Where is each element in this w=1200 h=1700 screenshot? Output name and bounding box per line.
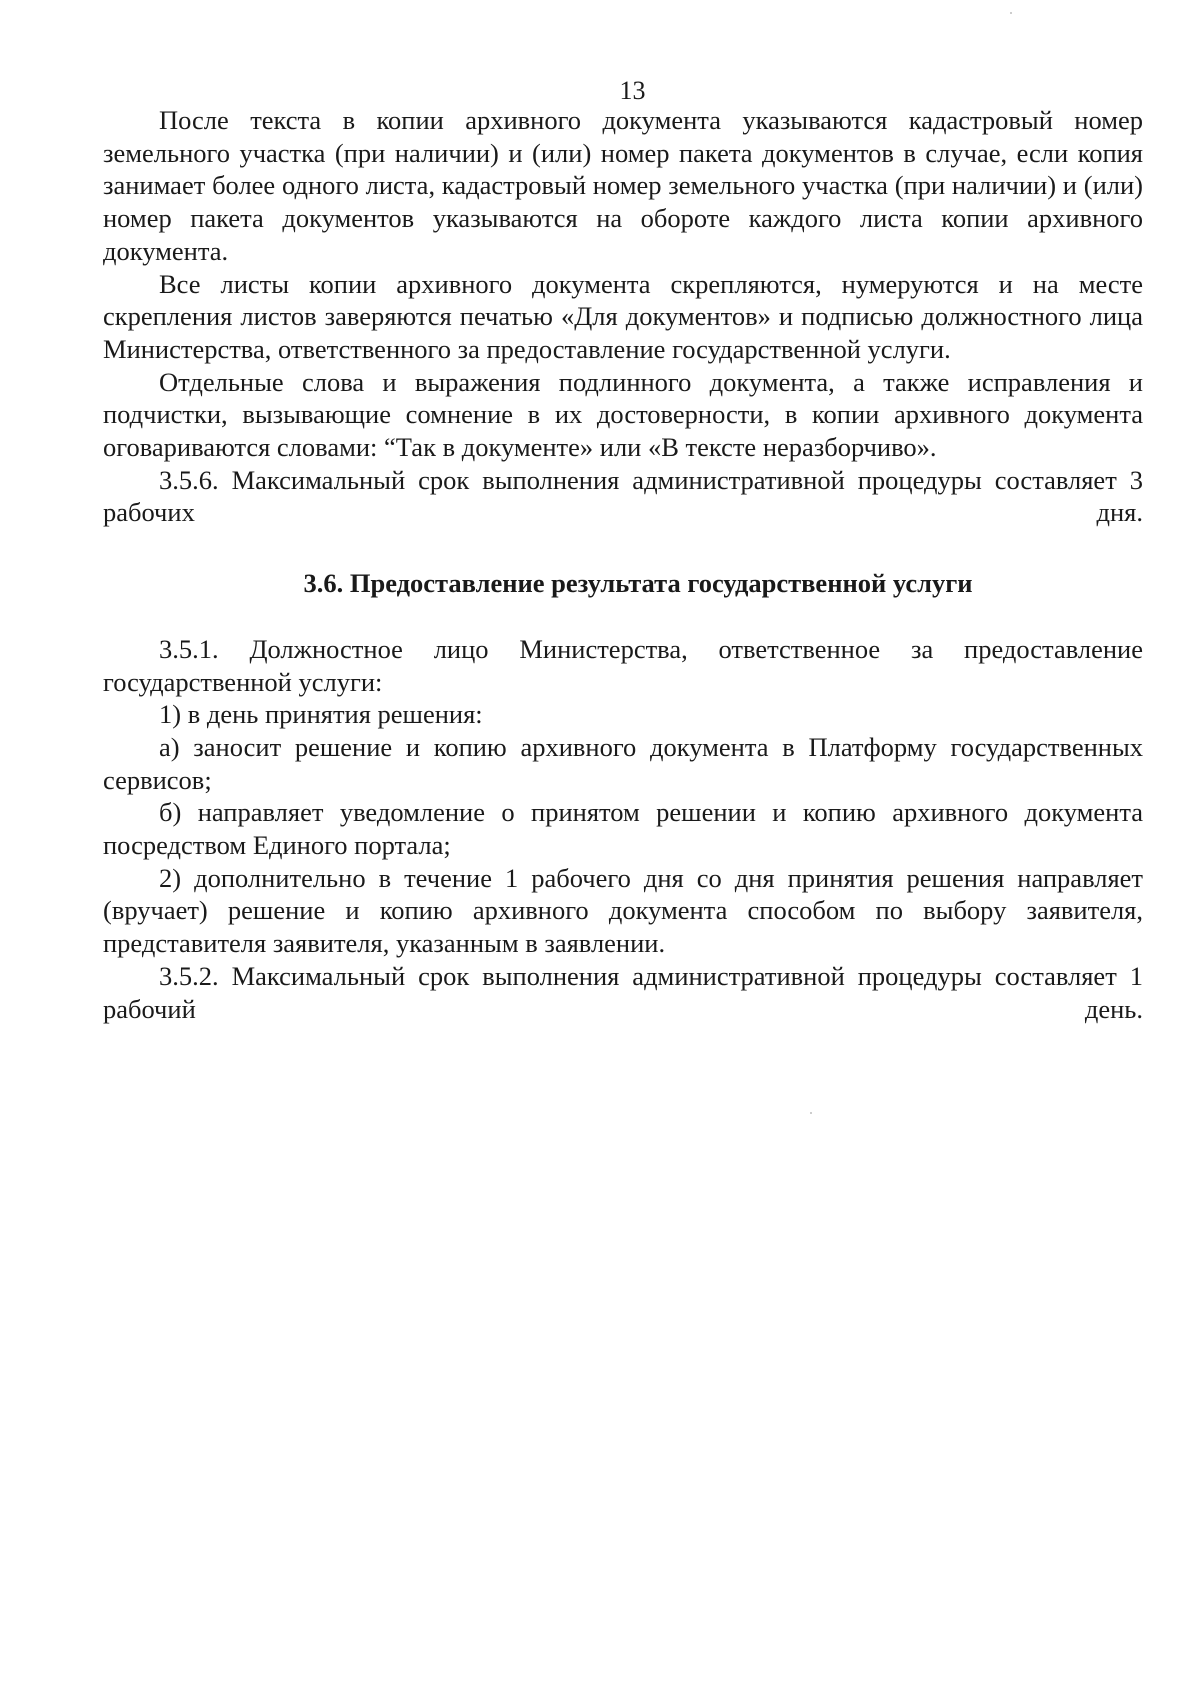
list-item-a: а) заносит решение и копию архивного документа в Платформу государственных сервисов;	[103, 731, 1143, 795]
paragraph-corrections-note: Отдельные слова и выражения подлинного документа, а также исправления и подчистки, вызывающие сомнение в их достоверности, в копии архивного документа оговариваются словами: “Так в документе» или «В тексте неразборчиво».	[103, 366, 1143, 463]
list-item-2: 2) дополнительно в течение 1 рабочего дня со дня принятия решения направляет (вручает) решение и копию архивного документа способом по выбору заявителя, представителя заявителя, указанным в заявлении.	[103, 862, 1143, 959]
list-item-b: б) направляет уведомление о принятом решении и копию архивного документа посредством Единого портала;	[103, 797, 1143, 861]
paragraph-deadline-3-5-6: 3.5.6. Максимальный срок выполнения административной процедуры составляет 3 рабочих дня.	[103, 464, 1143, 528]
paragraph-copy-requisites: После текста в копии архивного документа указываются кадастровый номер земельного участка (при наличии) и (или) номер пакета документов в случае, если копия занимает более одного листа, кадастровый номер земельного участка (при наличии) и (или) номер пакета документов указываются на обороте каждого листа копии архивного документа.	[103, 105, 1143, 266]
document-body	[103, 104, 1143, 1025]
scan-speck	[1010, 12, 1012, 14]
paragraph-sheet-certification: Все листы копии архивного документа скрепляются, нумеруются и на месте скрепления листов заверяются печатью «Для документов» и подписью должностного лица Министерства, ответственного за предоставление государственной услуги.	[103, 268, 1143, 364]
page-number: 13	[619, 76, 646, 105]
section-heading: 3.6. Предоставление результата государственной услуги	[303, 568, 973, 599]
paragraph-3-5-1: 3.5.1. Должностное лицо Министерства, ответственное за предоставление государственной услуги:	[103, 633, 1143, 697]
scan-speck	[810, 1112, 812, 1114]
paragraph-deadline-3-5-2: 3.5.2. Максимальный срок выполнения административной процедуры составляет 1 рабочий день.	[103, 960, 1143, 1024]
list-item-1: 1) в день принятия решения:	[159, 699, 483, 730]
